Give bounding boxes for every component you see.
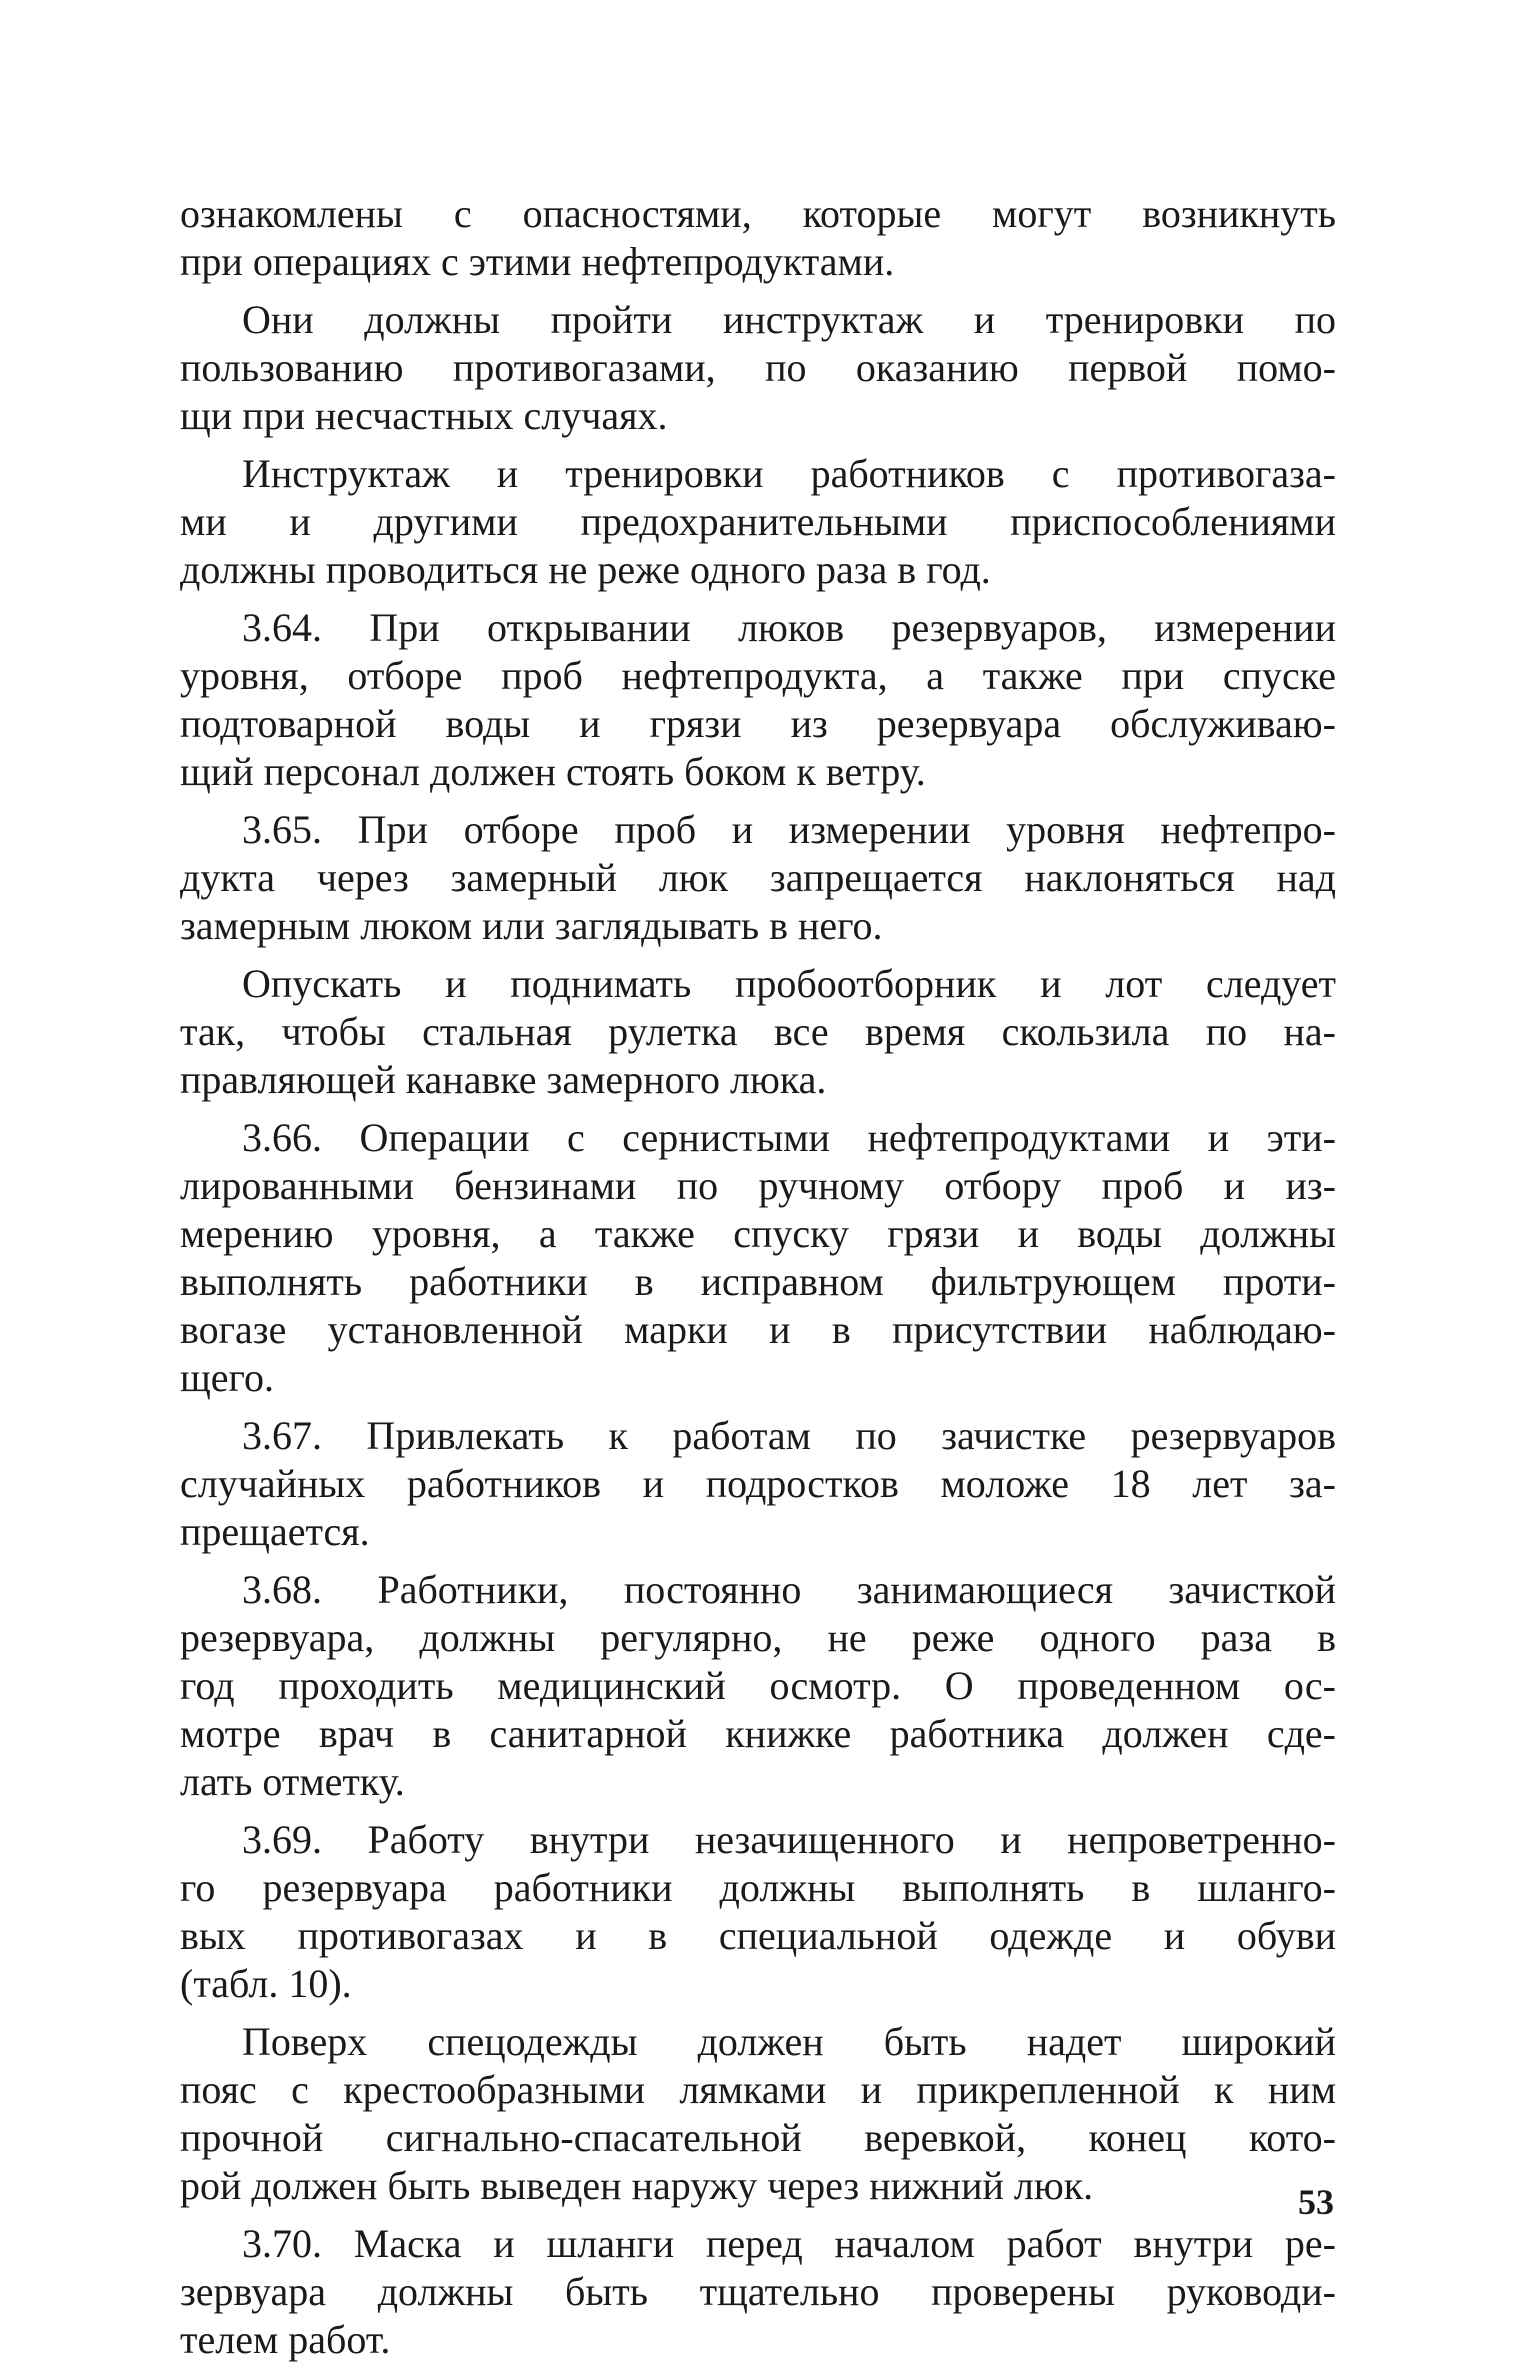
text-line-row [180, 190, 1336, 238]
text-line: так, чтобы стальная рулетка все время скользила по на- [180, 1009, 1336, 1054]
text-line-row [180, 604, 1336, 652]
paragraph [180, 1816, 1336, 2008]
paragraph [180, 2220, 1336, 2364]
text-line-row [180, 1354, 1336, 1402]
text-line-row [180, 2268, 1336, 2316]
text-line-row [180, 2220, 1336, 2268]
text-line-row [180, 2018, 1336, 2066]
text-line: мерению уровня, а также спуску грязи и воды должны [180, 1211, 1336, 1256]
text-line-row [180, 1508, 1336, 1556]
text-line-row [180, 854, 1336, 902]
text-line-row [180, 1460, 1336, 1508]
text-line-row [180, 2316, 1336, 2364]
text-line: пояс с крестообразными лямками и прикрепленной к ним [180, 2067, 1336, 2112]
paragraph [180, 1114, 1336, 1402]
text-line: 3.70. Маска и шланги перед началом работ внутри ре- [242, 2221, 1336, 2266]
text-line-row [180, 1306, 1336, 1354]
text-line: вогазе установленной марки и в присутствии наблюдаю- [180, 1307, 1336, 1352]
text-line-row [180, 344, 1336, 392]
text-line-row [180, 1412, 1336, 1460]
text-line-row [180, 1162, 1336, 1210]
text-line-row [180, 2066, 1336, 2114]
text-line: Они должны пройти инструктаж и тренировки по [242, 297, 1336, 342]
text-line: 3.66. Операции с сернистыми нефтепродуктами и эти- [242, 1115, 1336, 1160]
paragraph [180, 450, 1336, 594]
text-line-row [180, 1614, 1336, 1662]
paragraph [180, 296, 1336, 440]
text-line: Поверх спецодежды должен быть надет широкий [242, 2019, 1336, 2064]
text-line: ознакомлены с опасностями, которые могут возникнуть [180, 191, 1336, 236]
text-line: вых противогазах и в специальной одежде и обуви [180, 1913, 1336, 1958]
text-line-row [180, 238, 1336, 286]
paragraph [180, 1566, 1336, 1806]
text-line-row [180, 1566, 1336, 1614]
paragraph [180, 1412, 1336, 1556]
text-line-row [180, 498, 1336, 546]
text-line-row [180, 902, 1336, 950]
text-line: подтоварной воды и грязи из резервуара обслуживаю- [180, 701, 1336, 746]
text-line-row [180, 1210, 1336, 1258]
text-line: лать отметку. [180, 1759, 405, 1804]
page-body [180, 190, 1336, 2374]
text-line: правляющей канавке замерного люка. [180, 1057, 827, 1102]
text-line: прочной сигнально-спасательной веревкой, конец кото- [180, 2115, 1336, 2160]
text-line-row [180, 2114, 1336, 2162]
paragraph [180, 604, 1336, 796]
text-line: рой должен быть выведен наружу через нижний люк. [180, 2163, 1094, 2208]
text-line-row [180, 546, 1336, 594]
text-line: должны проводиться не реже одного раза в год. [180, 547, 991, 592]
text-line: резервуара, должны регулярно, не реже одного раза в [180, 1615, 1336, 1660]
text-line-row [180, 960, 1336, 1008]
text-line: го резервуара работники должны выполнять в шланго- [180, 1865, 1336, 1910]
text-line-row [180, 450, 1336, 498]
text-line: выполнять работники в исправном фильтрующем проти- [180, 1259, 1336, 1304]
text-line-row [180, 296, 1336, 344]
text-line: случайных работников и подростков моложе 18 лет за- [180, 1461, 1336, 1506]
text-line: 3.64. При открывании люков резервуаров, измерении [242, 605, 1336, 650]
page-number: 53 [1298, 2182, 1334, 2222]
text-line-row [180, 1008, 1336, 1056]
text-line-row [180, 806, 1336, 854]
text-line: (табл. 10). [180, 1961, 352, 2006]
text-line: щего. [180, 1355, 274, 1400]
text-line-row [180, 1816, 1336, 1864]
text-line: 3.69. Работу внутри незачищенного и непроветренно- [242, 1817, 1336, 1862]
text-line: 3.68. Работники, постоянно занимающиеся зачисткой [242, 1567, 1336, 1612]
text-line-row [180, 1912, 1336, 1960]
text-line-row [180, 1864, 1336, 1912]
text-line-row [180, 700, 1336, 748]
text-line: 3.65. При отборе проб и измерении уровня нефтепро- [242, 807, 1336, 852]
text-line: замерным люком или заглядывать в него. [180, 903, 883, 948]
text-line-row [180, 1758, 1336, 1806]
text-line-row [180, 1960, 1336, 2008]
text-line: прещается. [180, 1509, 370, 1554]
text-line: Инструктаж и тренировки работников с противогаза- [242, 451, 1336, 496]
paragraph [180, 190, 1336, 286]
paragraph [180, 806, 1336, 950]
text-line-row [180, 2162, 1336, 2210]
text-line: при операциях с этими нефтепродуктами. [180, 239, 895, 284]
text-line-row [180, 392, 1336, 440]
text-line: ми и другими предохранительными приспособлениями [180, 499, 1336, 544]
text-line: год проходить медицинский осмотр. О проведенном ос- [180, 1663, 1336, 1708]
text-line: телем работ. [180, 2317, 391, 2362]
text-line-row [180, 1056, 1336, 1104]
paragraph [180, 2018, 1336, 2210]
paragraph [180, 960, 1336, 1104]
text-line-row [180, 748, 1336, 796]
text-line-row [180, 652, 1336, 700]
text-line: мотре врач в санитарной книжке работника должен сде- [180, 1711, 1336, 1756]
text-line: щи при несчастных случаях. [180, 393, 668, 438]
text-line: щий персонал должен стоять боком к ветру. [180, 749, 926, 794]
text-line: пользованию противогазами, по оказанию первой помо- [180, 345, 1336, 390]
text-line: лированными бензинами по ручному отбору проб и из- [180, 1163, 1336, 1208]
text-line: Опускать и поднимать пробоотборник и лот следует [242, 961, 1336, 1006]
text-line: уровня, отборе проб нефтепродукта, а также при спуске [180, 653, 1336, 698]
text-line-row [180, 1258, 1336, 1306]
text-line: зервуара должны быть тщательно проверены руководи- [180, 2269, 1336, 2314]
text-line: дукта через замерный люк запрещается наклоняться над [180, 855, 1336, 900]
text-line-row [180, 1662, 1336, 1710]
text-line-row [180, 1114, 1336, 1162]
text-line-row [180, 1710, 1336, 1758]
text-line: 3.67. Привлекать к работам по зачистке резервуаров [242, 1413, 1336, 1458]
